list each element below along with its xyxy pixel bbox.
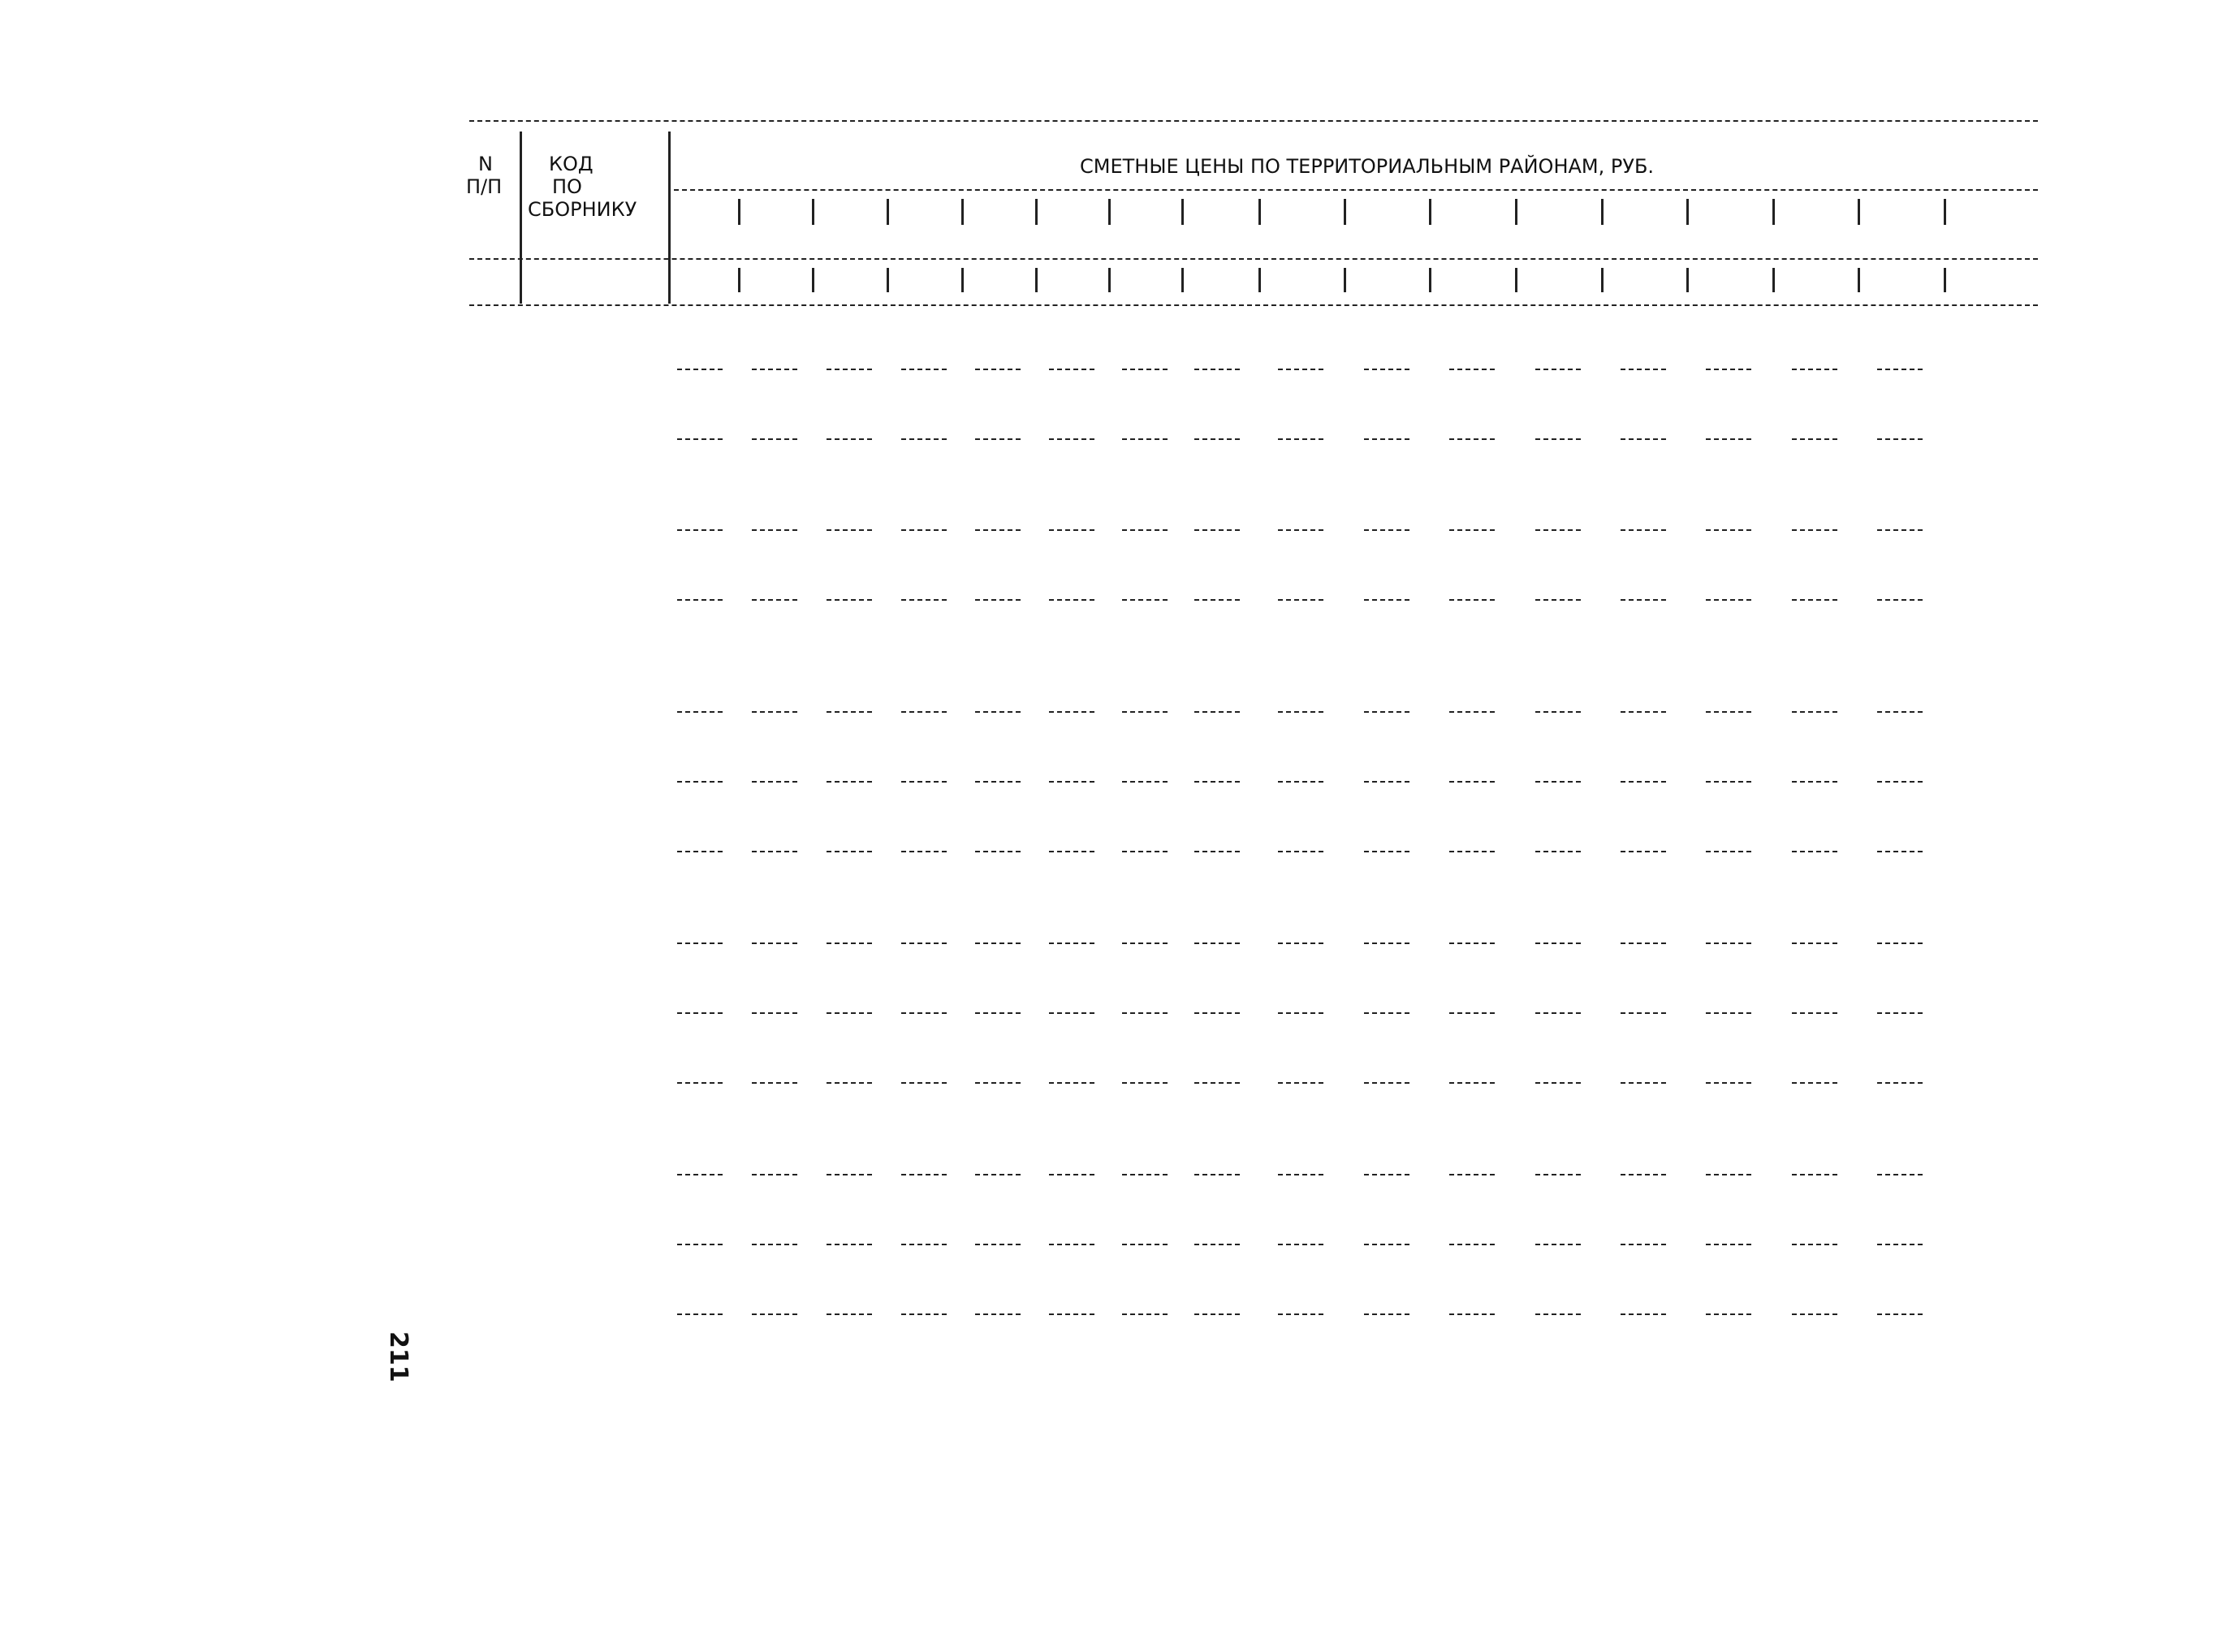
header-divider — [520, 132, 522, 304]
cell-divider — [1449, 369, 1495, 370]
cell-divider — [1621, 438, 1666, 440]
cell-divider — [1535, 1012, 1581, 1014]
district-divider — [1108, 199, 1111, 225]
header-bottom-rule — [469, 304, 2038, 306]
cell-divider — [1449, 942, 1495, 944]
colnum-divider — [1035, 268, 1038, 292]
cell-divider — [1792, 529, 1837, 531]
header-col2-line3: СБОРНИКУ — [528, 198, 637, 221]
cell-divider — [1877, 711, 1923, 713]
cell-divider — [901, 529, 947, 531]
cell-divider — [1194, 942, 1240, 944]
cell-divider — [1278, 1012, 1323, 1014]
cell-divider — [677, 1313, 723, 1315]
cell-divider — [752, 599, 797, 601]
header-col2-line2: ПО — [552, 175, 582, 198]
cell-divider — [901, 369, 947, 370]
cell-divider — [1449, 438, 1495, 440]
cell-divider — [1364, 781, 1409, 783]
cell-divider — [901, 851, 947, 852]
cell-divider — [1194, 438, 1240, 440]
cell-divider — [1278, 1174, 1323, 1175]
district-divider — [1344, 199, 1346, 225]
cell-divider — [975, 711, 1021, 713]
cell-divider — [677, 1174, 723, 1175]
cell-divider — [827, 942, 872, 944]
cell-divider — [1449, 1313, 1495, 1315]
cell-divider — [1792, 1313, 1837, 1315]
cell-divider — [1621, 781, 1666, 783]
cell-divider — [1122, 369, 1168, 370]
cell-divider — [677, 1012, 723, 1014]
cell-divider — [827, 438, 872, 440]
cell-divider — [1194, 781, 1240, 783]
cell-divider — [1621, 1313, 1666, 1315]
district-divider — [1686, 199, 1689, 225]
colnum-divider — [812, 268, 814, 292]
cell-divider — [1621, 1244, 1666, 1245]
district-divider — [1944, 199, 1946, 225]
cell-divider — [1122, 851, 1168, 852]
cell-divider — [1535, 1244, 1581, 1245]
cell-divider — [677, 711, 723, 713]
cell-divider — [1792, 1174, 1837, 1175]
cell-divider — [975, 1012, 1021, 1014]
cell-divider — [901, 711, 947, 713]
cell-divider — [752, 1244, 797, 1245]
cell-divider — [1194, 599, 1240, 601]
cell-divider — [677, 369, 723, 370]
cell-divider — [1621, 942, 1666, 944]
cell-divider — [1049, 1174, 1094, 1175]
cell-divider — [1049, 711, 1094, 713]
district-divider — [887, 199, 889, 225]
cell-divider — [1792, 1012, 1837, 1014]
cell-divider — [975, 851, 1021, 852]
colnum-divider — [961, 268, 964, 292]
cell-divider — [1792, 1082, 1837, 1084]
cell-divider — [1877, 438, 1923, 440]
district-divider — [961, 199, 964, 225]
cell-divider — [827, 369, 872, 370]
cell-divider — [1122, 711, 1168, 713]
cell-divider — [1364, 529, 1409, 531]
cell-divider — [1122, 1244, 1168, 1245]
cell-divider — [1706, 711, 1751, 713]
district-divider — [738, 199, 740, 225]
cell-divider — [1278, 1082, 1323, 1084]
cell-divider — [1194, 369, 1240, 370]
cell-divider — [1364, 851, 1409, 852]
cell-divider — [901, 942, 947, 944]
cell-divider — [1877, 599, 1923, 601]
cell-divider — [1877, 1012, 1923, 1014]
cell-divider — [1364, 1012, 1409, 1014]
colnum-divider — [1858, 268, 1860, 292]
district-divider — [1515, 199, 1517, 225]
cell-divider — [752, 1313, 797, 1315]
cell-divider — [975, 1244, 1021, 1245]
cell-divider — [1706, 851, 1751, 852]
cell-divider — [1278, 599, 1323, 601]
header-divider — [668, 132, 671, 304]
page-number: 211 — [384, 1331, 412, 1382]
cell-divider — [1278, 438, 1323, 440]
cell-divider — [975, 1082, 1021, 1084]
cell-divider — [752, 438, 797, 440]
cell-divider — [827, 1244, 872, 1245]
cell-divider — [1535, 369, 1581, 370]
cell-divider — [975, 1174, 1021, 1175]
cell-divider — [975, 529, 1021, 531]
cell-divider — [975, 781, 1021, 783]
colnum-divider — [1515, 268, 1517, 292]
header-col2-line1: КОД — [549, 153, 594, 175]
cell-divider — [1122, 438, 1168, 440]
cell-divider — [827, 711, 872, 713]
cell-divider — [1049, 942, 1094, 944]
cell-divider — [827, 529, 872, 531]
cell-divider — [1364, 369, 1409, 370]
cell-divider — [1364, 1313, 1409, 1315]
colnum-divider — [1181, 268, 1184, 292]
district-divider — [1035, 199, 1038, 225]
cell-divider — [752, 711, 797, 713]
cell-divider — [827, 1313, 872, 1315]
cell-divider — [901, 438, 947, 440]
cell-divider — [1194, 529, 1240, 531]
cell-divider — [1449, 1012, 1495, 1014]
cell-divider — [1122, 1082, 1168, 1084]
cell-divider — [1278, 369, 1323, 370]
cell-divider — [827, 1012, 872, 1014]
cell-divider — [1621, 851, 1666, 852]
cell-divider — [1278, 529, 1323, 531]
cell-divider — [1792, 851, 1837, 852]
cell-divider — [1706, 599, 1751, 601]
cell-divider — [901, 1174, 947, 1175]
cell-divider — [1364, 1174, 1409, 1175]
cell-divider — [975, 599, 1021, 601]
cell-divider — [1877, 369, 1923, 370]
cell-divider — [1449, 1082, 1495, 1084]
district-divider — [1258, 199, 1261, 225]
cell-divider — [1278, 942, 1323, 944]
cell-divider — [1049, 529, 1094, 531]
cell-divider — [1877, 942, 1923, 944]
cell-divider — [975, 438, 1021, 440]
cell-divider — [901, 1244, 947, 1245]
cell-divider — [1877, 1244, 1923, 1245]
cell-divider — [1122, 1313, 1168, 1315]
cell-divider — [677, 1082, 723, 1084]
cell-divider — [1706, 1012, 1751, 1014]
cell-divider — [1049, 1082, 1094, 1084]
table-title: СМЕТНЫЕ ЦЕНЫ ПО ТЕРРИТОРИАЛЬНЫМ РАЙОНАМ, РУБ. — [1080, 155, 1655, 178]
cell-divider — [1706, 1244, 1751, 1245]
cell-divider — [1877, 1174, 1923, 1175]
cell-divider — [975, 1313, 1021, 1315]
colnum-divider — [1944, 268, 1946, 292]
cell-divider — [1621, 599, 1666, 601]
cell-divider — [1621, 369, 1666, 370]
district-divider — [1181, 199, 1184, 225]
cell-divider — [1194, 1082, 1240, 1084]
cell-divider — [1122, 1174, 1168, 1175]
cell-divider — [901, 781, 947, 783]
cell-divider — [1194, 851, 1240, 852]
cell-divider — [1122, 781, 1168, 783]
cell-divider — [1792, 1244, 1837, 1245]
cell-divider — [1535, 438, 1581, 440]
cell-divider — [827, 599, 872, 601]
cell-divider — [1792, 438, 1837, 440]
cell-divider — [1278, 711, 1323, 713]
cell-divider — [1706, 942, 1751, 944]
cell-divider — [1049, 438, 1094, 440]
cell-divider — [1049, 599, 1094, 601]
cell-divider — [1278, 1313, 1323, 1315]
cell-divider — [1535, 1082, 1581, 1084]
colnum-divider — [738, 268, 740, 292]
cell-divider — [677, 599, 723, 601]
cell-divider — [1049, 851, 1094, 852]
cell-divider — [975, 369, 1021, 370]
cell-divider — [752, 851, 797, 852]
colnum-divider — [1429, 268, 1431, 292]
cell-divider — [1792, 369, 1837, 370]
cell-divider — [1049, 1012, 1094, 1014]
cell-divider — [1449, 851, 1495, 852]
district-divider — [1772, 199, 1775, 225]
cell-divider — [1449, 599, 1495, 601]
header-col1-line1: N — [478, 153, 493, 175]
cell-divider — [1535, 529, 1581, 531]
cell-divider — [1706, 438, 1751, 440]
cell-divider — [1877, 1082, 1923, 1084]
cell-divider — [1449, 781, 1495, 783]
cell-divider — [1621, 529, 1666, 531]
cell-divider — [752, 369, 797, 370]
cell-divider — [752, 781, 797, 783]
cell-divider — [827, 1174, 872, 1175]
cell-divider — [901, 1012, 947, 1014]
cell-divider — [1049, 369, 1094, 370]
cell-divider — [1122, 599, 1168, 601]
cell-divider — [1449, 711, 1495, 713]
cell-divider — [1535, 599, 1581, 601]
cell-divider — [1792, 711, 1837, 713]
cell-divider — [1364, 1244, 1409, 1245]
cell-divider — [1049, 781, 1094, 783]
cell-divider — [1621, 1082, 1666, 1084]
cell-divider — [1706, 1082, 1751, 1084]
cell-divider — [677, 851, 723, 852]
cell-divider — [677, 942, 723, 944]
cell-divider — [1877, 1313, 1923, 1315]
colnum-divider — [887, 268, 889, 292]
cell-divider — [975, 942, 1021, 944]
cell-divider — [1364, 942, 1409, 944]
cell-divider — [1535, 851, 1581, 852]
header-top-rule — [469, 120, 2038, 122]
header-sep-rule — [469, 258, 2038, 260]
district-divider — [1858, 199, 1860, 225]
colnum-divider — [1601, 268, 1604, 292]
cell-divider — [1877, 851, 1923, 852]
cell-divider — [1194, 1244, 1240, 1245]
cell-divider — [1364, 599, 1409, 601]
cell-divider — [1877, 529, 1923, 531]
cell-divider — [1535, 711, 1581, 713]
cell-divider — [1706, 529, 1751, 531]
cell-divider — [1535, 781, 1581, 783]
district-divider — [812, 199, 814, 225]
cell-divider — [1706, 1174, 1751, 1175]
cell-divider — [827, 851, 872, 852]
cell-divider — [1792, 781, 1837, 783]
cell-divider — [1049, 1244, 1094, 1245]
cell-divider — [901, 1082, 947, 1084]
cell-divider — [827, 1082, 872, 1084]
cell-divider — [1278, 781, 1323, 783]
cell-divider — [752, 1012, 797, 1014]
cell-divider — [1706, 781, 1751, 783]
colnum-divider — [1258, 268, 1261, 292]
cell-divider — [752, 942, 797, 944]
cell-divider — [901, 1313, 947, 1315]
cell-divider — [1194, 711, 1240, 713]
cell-divider — [1194, 1313, 1240, 1315]
cell-divider — [1535, 942, 1581, 944]
colnum-divider — [1344, 268, 1346, 292]
cell-divider — [1449, 529, 1495, 531]
cell-divider — [1621, 711, 1666, 713]
cell-divider — [1706, 1313, 1751, 1315]
colnum-divider — [1686, 268, 1689, 292]
cell-divider — [1449, 1244, 1495, 1245]
cell-divider — [1621, 1012, 1666, 1014]
cell-divider — [677, 1244, 723, 1245]
cell-divider — [1364, 711, 1409, 713]
cell-divider — [677, 781, 723, 783]
cell-divider — [1792, 942, 1837, 944]
cell-divider — [827, 781, 872, 783]
district-divider — [1601, 199, 1604, 225]
cell-divider — [1049, 1313, 1094, 1315]
cell-divider — [1535, 1174, 1581, 1175]
cell-divider — [1122, 942, 1168, 944]
cell-divider — [1122, 1012, 1168, 1014]
colnum-divider — [1772, 268, 1775, 292]
cell-divider — [901, 599, 947, 601]
cell-divider — [1194, 1174, 1240, 1175]
cell-divider — [677, 529, 723, 531]
header-mid-rule — [674, 189, 2038, 191]
cell-divider — [1535, 1313, 1581, 1315]
cell-divider — [1278, 851, 1323, 852]
cell-divider — [1364, 1082, 1409, 1084]
cell-divider — [1122, 529, 1168, 531]
cell-divider — [1449, 1174, 1495, 1175]
district-divider — [1429, 199, 1431, 225]
cell-divider — [1194, 1012, 1240, 1014]
cell-divider — [752, 1082, 797, 1084]
cell-divider — [1706, 369, 1751, 370]
cell-divider — [1278, 1244, 1323, 1245]
cell-divider — [1621, 1174, 1666, 1175]
cell-divider — [677, 438, 723, 440]
cell-divider — [1792, 599, 1837, 601]
colnum-divider — [1108, 268, 1111, 292]
header-col1-line2: П/П — [466, 175, 503, 198]
cell-divider — [752, 1174, 797, 1175]
cell-divider — [1877, 781, 1923, 783]
cell-divider — [752, 529, 797, 531]
cell-divider — [1364, 438, 1409, 440]
